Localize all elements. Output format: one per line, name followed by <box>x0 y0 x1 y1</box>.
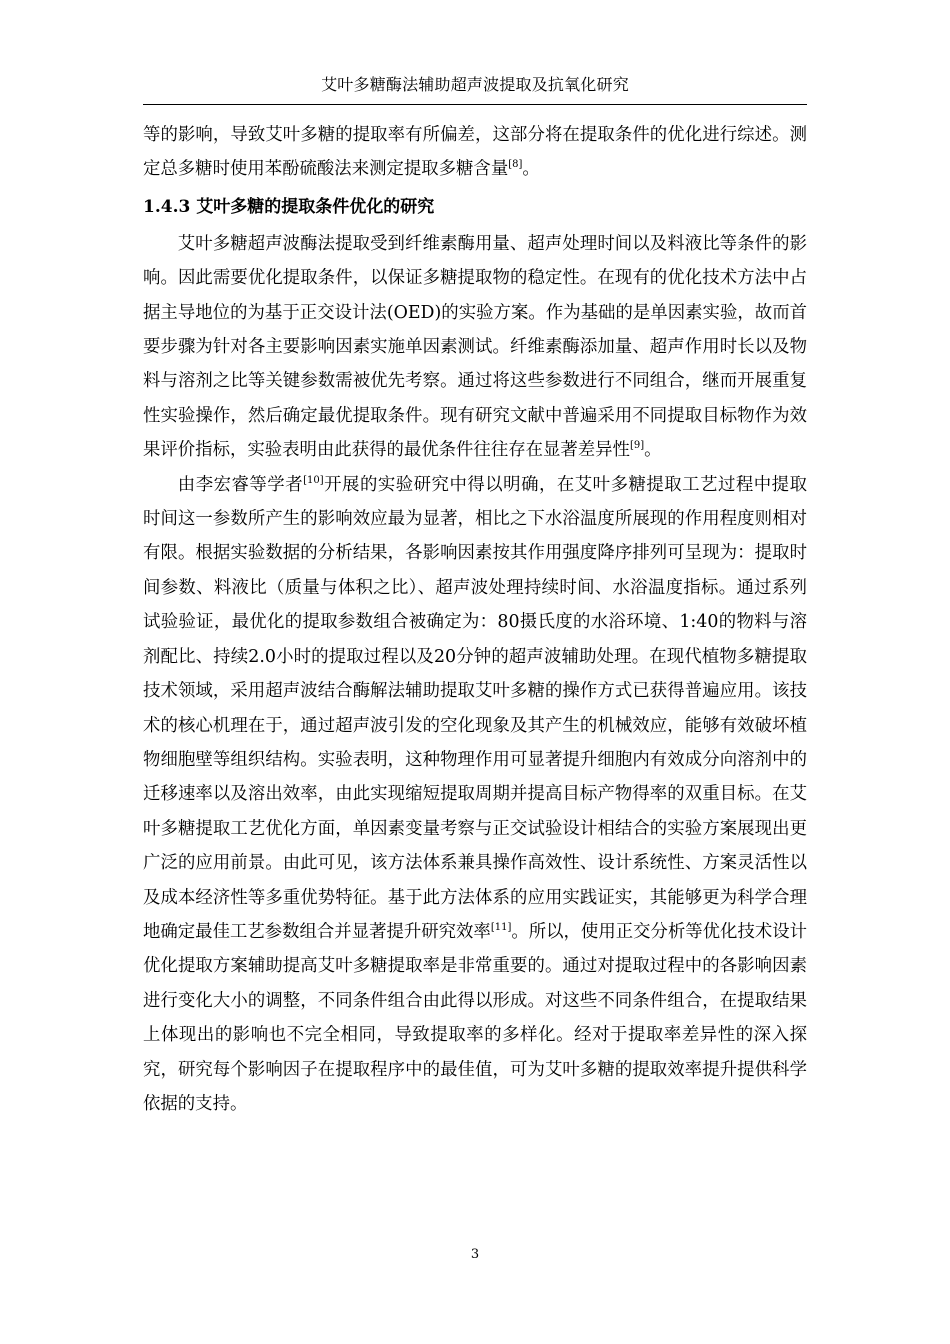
paragraph-text: 艾叶多糖超声波酶法提取受到纤维素酶用量、超声处理时间以及料液比等条件的影响。因此需要优化提取条件，以保证多糖提取物的稳定性。在现有的优化技术方法中占据主导地位的为基于正交设计法(OED)的实验方案。作为基础的是单因素实验，故而首要步骤为针对各主要影响因素实施单因素测试。纤维素酶添加量、超声作用时长以及物料与溶剂之比等关键参数需被优先考察。通过将这些参数进行不同组合，继而开展重复性实验操作，然后确定最优提取条件。现有研究文献中普遍采用不同提取目标物作为效果评价指标，实验表明由此获得的最优条件往往存在显著差异性 <box>143 233 807 461</box>
header-rule <box>143 104 807 105</box>
paragraph-text: 由李宏睿等学者 <box>177 474 304 495</box>
section-heading: 1.4.3 艾叶多糖的提取条件优化的研究 <box>143 196 435 217</box>
paragraph-text: 。 <box>522 159 540 180</box>
paragraph-text: 开展的实验研究中得以明确，在艾叶多糖提取工艺过程中提取时间这一参数所产生的影响效应最为显著，相比之下水浴温度所展现的作用程度则相对有限。根据实验数据的分析结果，各影响因素按其作用强度降序排列可呈现为：提取时间参数、料液比（质量与体积之比）、超声波处理持续时间、水浴温度指标。通过系列试验验证，最优化的提取参数组合被确定为：80摄氏度的水浴环境、1:40的物料与溶剂配比、持续2.0小时的提取过程以及20分钟的超声波辅助处理。在现代植物多糖提取技术领域，采用超声波结合酶解法辅助提取艾叶多糖的操作方式已获得普遍应用。该技术的核心机理在于，通过超声波引发的空化现象及其产生的机械效应，能够有效破坏植物细胞壁等组织结构。实验表明，这种物理作用可显著提升细胞内有效成分向溶剂中的迁移速率以及溶出效率，由此实现缩短提取周期并提高目标产物得率的双重目标。在艾叶多糖提取工艺优化方面，单因素变量考察与正交试验设计相结合的实验方案展现出更广泛的应用前景。由此可见，该方法体系兼具操作高效性、设计系统性、方案灵活性以及成本经济性等多重优势特征。基于此方法体系的应用实践证实，其能够更为科学合理地确定最佳工艺参数组合并显著提升研究效率 <box>143 474 807 942</box>
paragraph <box>143 468 807 1122</box>
paragraph-text: 。 <box>644 440 662 461</box>
paragraph-continued <box>143 118 807 187</box>
page-number: 3 <box>470 1247 480 1262</box>
citation-ref: [10] <box>303 474 324 486</box>
running-header: 艾叶多糖酶法辅助超声波提取及抗氧化研究 <box>321 75 629 94</box>
paragraph-text: 。所以，使用正交分析等优化技术设计优化提取方案辅助提高艾叶多糖提取率是非常重要的。通过对提取过程中的各影响因素进行变化大小的调整，不同条件组合由此得以形成。对这些不同条件组合，在提取结果上体现出的影响也不完全相同，导致提取率的多样化。经对于提取率差异性的深入探究，研究每个影响因子在提取程序中的最佳值，可为艾叶多糖的提取效率提升提供科学依据的支持。 <box>143 921 808 1114</box>
paragraph-text: 等的影响，导致艾叶多糖的提取率有所偏差，这部分将在提取条件的优化进行综述。测定总多糖时使用苯酚硫酸法来测定提取多糖含量 <box>143 125 807 180</box>
page-body <box>143 118 807 1121</box>
citation-ref: [9] <box>629 440 645 452</box>
citation-ref: [8] <box>508 159 523 171</box>
paragraph <box>143 227 807 468</box>
citation-ref: [11] <box>490 921 512 933</box>
